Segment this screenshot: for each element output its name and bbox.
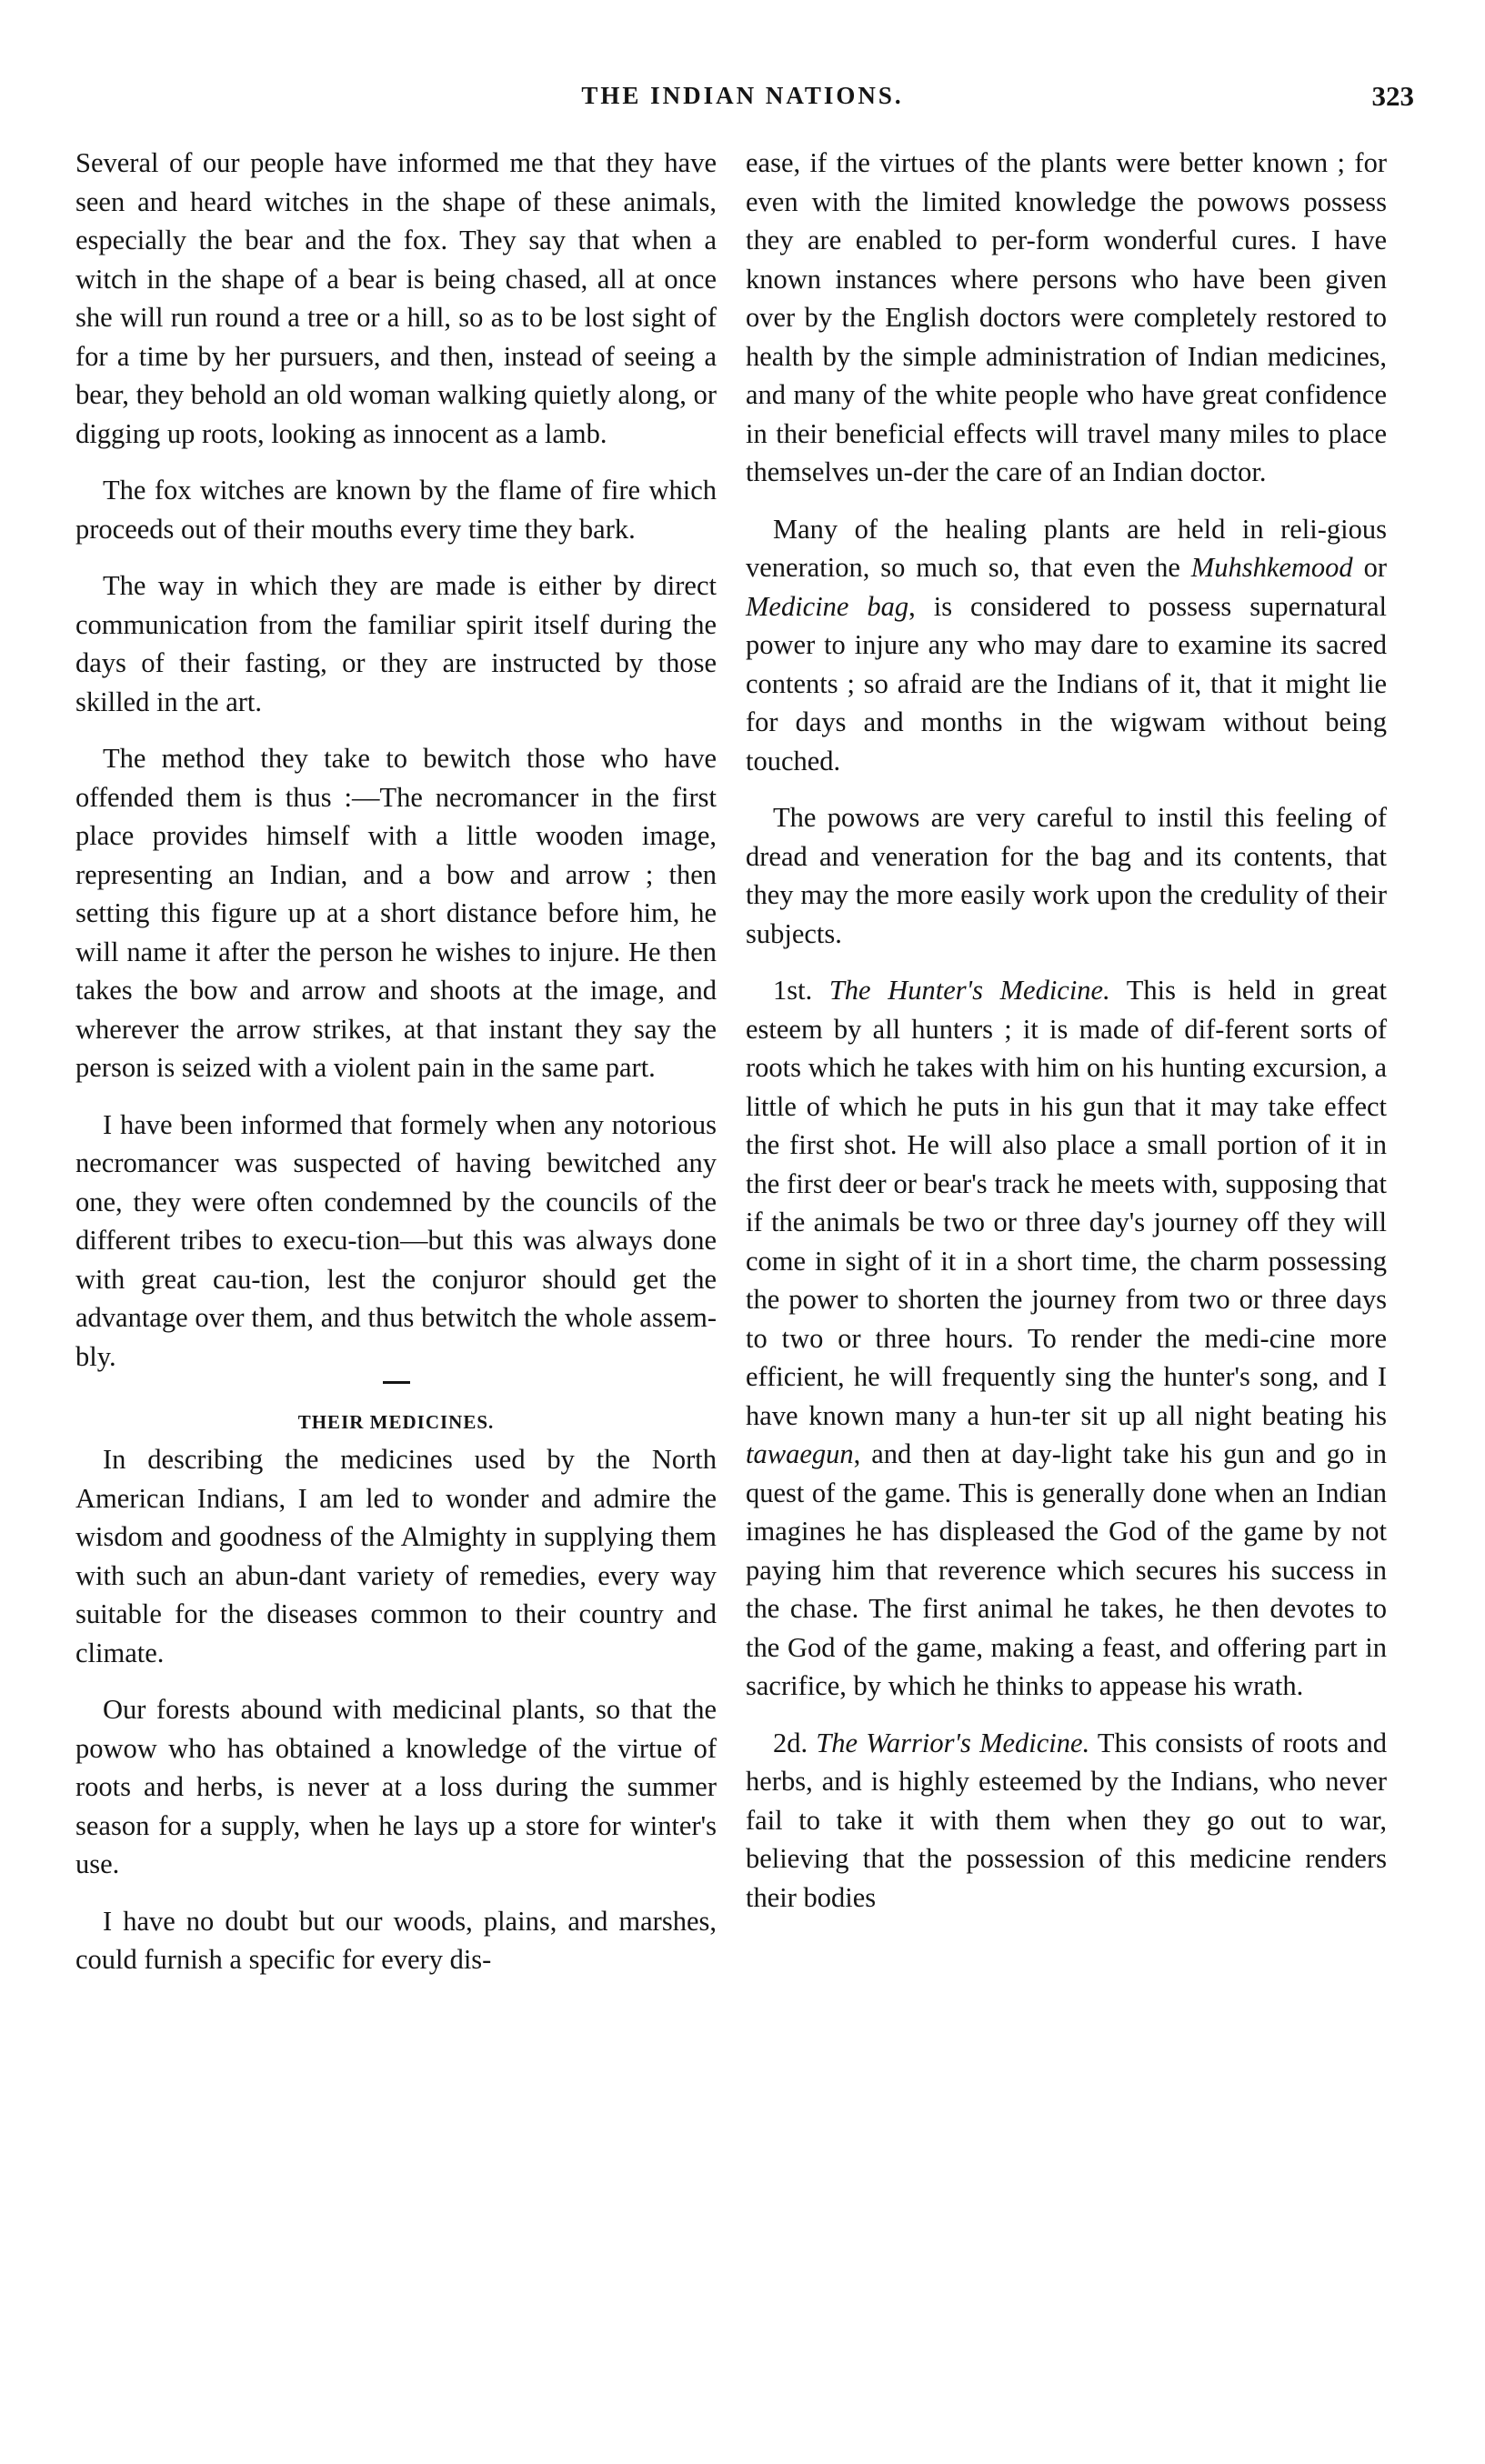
paragraph-hunters-medicine: [746, 971, 1387, 1706]
healing-plants-text-b: or: [1352, 552, 1387, 583]
running-title: THE INDIAN NATIONS.: [581, 82, 904, 109]
section-divider: [383, 1381, 410, 1384]
page-number: 323: [1371, 80, 1414, 112]
section-heading: THEIR MEDICINES.: [297, 1411, 495, 1433]
term-tawaegun: tawaegun: [746, 1438, 854, 1469]
left-column: [75, 144, 717, 1979]
healing-plants-text-a: Many of the healing plants are held in reli-gious veneration, so much so, that even the: [746, 513, 1387, 583]
paragraph-bewitch-method: The method they take to bewitch those who have offended them is thus :—The necromancer in the first place provides himself with a little wooden image, representing an Indian, and a bow and arrow ; then setting this figure up at a short distance before him, he will name it after the person he wishes to injure. He then takes the bow and arrow and shoots at the image, and wherever the arrow strikes, at that instant they say the person is seized with a violent pain in the same part.: [75, 743, 717, 1083]
hunters-medicine-number: 1st.: [773, 975, 829, 1006]
warriors-medicine-number: 2d.: [773, 1727, 817, 1758]
paragraph-describing-medicines: In describing the medicines used by the North American Indians, I am led to wonder and admire the wisdom and goodness of the Almighty in supplying them with such an abun-dant variety of remedies, every way suitable for the diseases common to their country and climate.: [75, 1444, 717, 1668]
paragraph-forests: Our forests abound with medicinal plants, so that the powow who has obtained a knowledge of the virtue of roots and herbs, is never at a loss during the summer season for a supply, when he lays up a store for winter's use.: [75, 1694, 717, 1879]
paragraph-fox-witches: The fox witches are known by the flame of fire which proceeds out of their mouths every time they bark.: [75, 475, 717, 545]
paragraph-witches-animals: Several of our people have informed me that they have seen and heard witches in the shape of these animals, especially the bear and the fox. They say that when a witch in the shape of a bear is being chased, all at once she will run round a tree or a hill, so as to be lost sight of for a time by her pursuers, and then, instead of seeing a bear, they behold an old woman walking quietly along, or digging up roots, looking as innocent as a lamb.: [75, 147, 717, 449]
paragraph-woods-plains: I have no doubt but our woods, plains, and marshes, could furnish a specific for every dis-: [75, 1905, 717, 1975]
term-muhshkemood: Muhshkemood: [1190, 552, 1353, 583]
paragraph-warriors-medicine: [746, 1724, 1387, 1918]
healing-plants-text-c: , is considered to possess supernatural power to injure any who may dare to examine its sacred contents ; so afraid are the Indians of it, that it might lie for days and months in the wigwam without being touched.: [746, 590, 1387, 776]
paragraph-how-made: The way in which they are made is either by direct communication from the familiar spirit itself during the days of their fasting, or they are instructed by those skilled in the art.: [75, 570, 717, 717]
hunters-medicine-text-a: This is held in great esteem by all hunters ; it is made of dif-ferent sorts of roots which he takes with him on his hunting excursion, a little of which he puts in his gun that it may take effect the first shot. He will also place a small portion of it in the first deer or bear's track he meets with, supposing that if the animals be two or three day's journey off they will come in sight of it in a short time, the charm possessing the power to shorten the journey from two or three days to two or three hours. To render the medi-cine more efficient, he will frequently sing the hunter's song, and I have known many a hun-ter sit up all night beating his: [746, 975, 1388, 1431]
warriors-medicine-title: The Warrior's Medicine.: [816, 1727, 1090, 1758]
term-medicine-bag: Medicine bag: [746, 590, 909, 622]
hunters-medicine-text-b: , and then at day-light take his gun and go in quest of the game. This is generally done when an Indian imagines he has displeased the God of the game by not paying him that reverence which secures his success in the chase. The first animal he takes, he then devotes to the God of the game, making a feast, and offering part in sacrifice, by which he thinks to appease his wrath.: [746, 1438, 1387, 1701]
right-column: [746, 144, 1387, 1917]
paragraph-necromancer-condemned: I have been informed that formely when any notorious necromancer was suspected of having bewitched any one, they were often condemned by the councils of the different tribes to execu-tion—but this was always done with great cau-tion, lest the conjuror should get the advantage over them, and thus betwitch the whole assem-bly.: [75, 1108, 717, 1372]
paragraph-virtues-known: ease, if the virtues of the plants were better known ; for even with the limited knowledge the powows possess they are enabled to per-form wonderful cures. I have known instances where persons who have been given over by the English doctors were completely restored to health by the simple administration of Indian medicines, and many of the white people who have great confidence in their beneficial effects will travel many miles to place themselves un-der the care of an Indian doctor.: [746, 147, 1387, 487]
hunters-medicine-title: The Hunter's Medicine.: [828, 975, 1110, 1006]
paragraph-healing-plants: [746, 510, 1387, 781]
paragraph-powows-careful: The powows are very careful to instil this feeling of dread and veneration for the bag and its contents, that they may the more easily work upon the credulity of their subjects.: [746, 802, 1387, 949]
warriors-medicine-text: This consists of roots and herbs, and is highly esteemed by the Indians, who never fail to take it with them when they go out to war, believing that the possession of this medicine renders their bodies: [746, 1727, 1387, 1913]
